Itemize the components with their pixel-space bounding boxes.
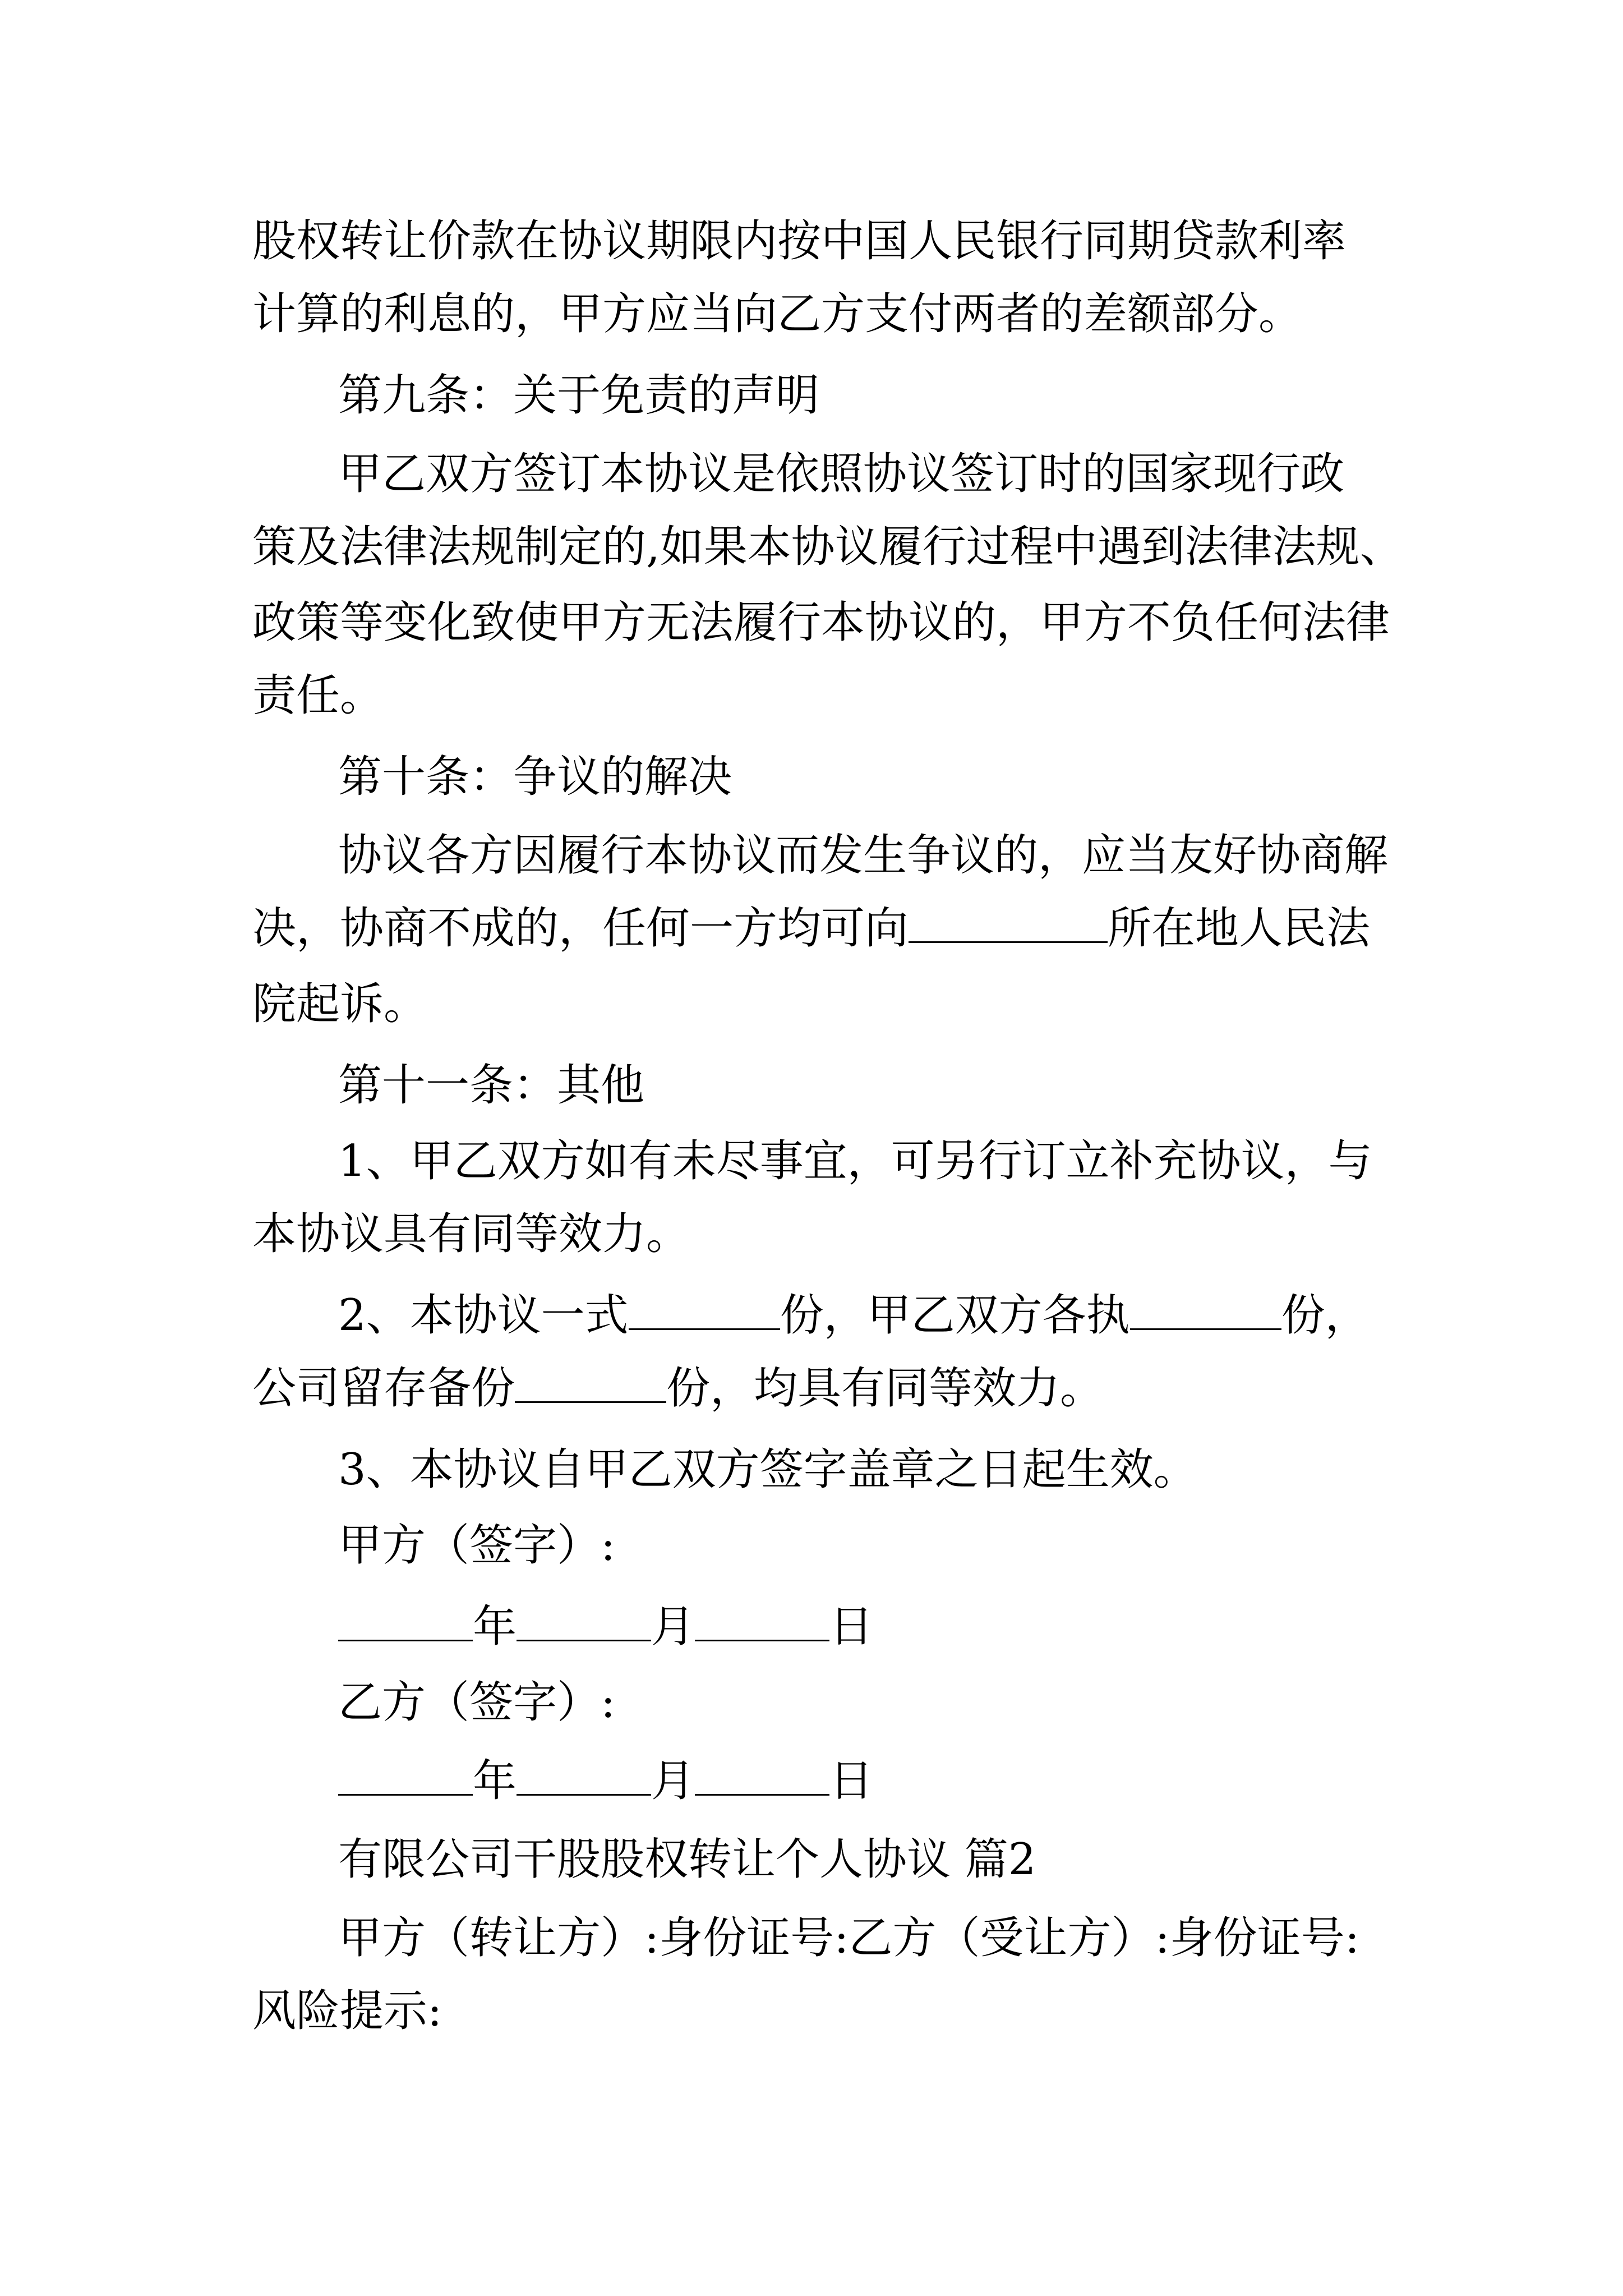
- party-a-signature-label: 甲方（签字）:: [338, 1520, 616, 1571]
- party-a-year-label: 年: [473, 1602, 517, 1652]
- party-a-month-blank: [517, 1600, 651, 1641]
- paragraph-price-line-2: 计算的利息的，甲方应当向乙方支付两者的差额部分。: [252, 289, 1303, 339]
- section-2-parties-line: 甲方（转让方）:身份证号:乙方（受让方）:身份证号:: [338, 1913, 1360, 1963]
- section-2-title: 有限公司干股股权转让个人协议 篇2: [338, 1834, 1036, 1885]
- article-11-item-2-line-2-end: 份，均具有同等效力。: [666, 1363, 1104, 1414]
- party-a-day-label: 日: [829, 1602, 874, 1652]
- party-a-year-blank: [338, 1600, 473, 1641]
- article-9-line-4: 责任。: [252, 670, 384, 721]
- party-a-month-label: 月: [651, 1602, 695, 1652]
- party-b-year-blank: [338, 1755, 473, 1796]
- article-11-item-2-start: 2、本协议一式: [338, 1290, 629, 1341]
- article-11-item-2-middle: 份，甲乙双方各执: [780, 1290, 1130, 1341]
- article-11-item-2-end: 份，: [1281, 1290, 1369, 1341]
- article-10-heading: 第十条：争议的解决: [338, 752, 732, 802]
- party-b-month-label: 月: [651, 1756, 695, 1806]
- article-10-line-3: 院起诉。: [252, 979, 428, 1029]
- article-10-line-2: [252, 900, 1370, 956]
- paragraph-price-line-1: 股权转让价款在协议期限内按中国人民银行同期贷款利率: [252, 216, 1347, 266]
- article-11-heading: 第十一条：其他: [338, 1060, 645, 1111]
- article-11-item-3: 3、本协议自甲乙双方签字盖章之日起生效。: [338, 1444, 1197, 1495]
- party-b-year-label: 年: [473, 1756, 517, 1806]
- court-location-blank: [909, 902, 1108, 943]
- article-11-item-2-line-2-start: 公司留存备份: [252, 1363, 515, 1414]
- article-9-heading: 第九条：关于免责的声明: [338, 370, 820, 421]
- article-10-line-2-start: 决，协商不成的，任何一方均可向: [252, 903, 909, 954]
- article-11-item-2-line-1: [338, 1287, 1369, 1343]
- article-10-line-1: 协议各方因履行本协议而发生争议的，应当友好协商解: [338, 830, 1389, 881]
- party-b-day-label: 日: [829, 1756, 874, 1806]
- party-b-day-blank: [695, 1755, 829, 1796]
- article-10-line-2-end: 所在地人民法: [1108, 903, 1371, 954]
- copies-total-blank: [629, 1289, 780, 1330]
- article-11-item-1-line-2: 本协议具有同等效力。: [252, 1209, 690, 1259]
- article-9-line-3: 政策等变化致使甲方无法履行本协议的，甲方不负任何法律: [252, 597, 1390, 648]
- party-a-date-line: [338, 1599, 873, 1655]
- section-2-risk-label: 风险提示:: [252, 1986, 442, 2036]
- article-9-line-1: 甲乙双方签订本协议是依照协议签订时的国家现行政: [338, 449, 1345, 499]
- article-11-item-2-line-2: [252, 1360, 1104, 1416]
- copies-each-blank: [1130, 1289, 1281, 1330]
- party-b-month-blank: [517, 1755, 651, 1796]
- article-11-item-1-line-1: 1、甲乙双方如有未尽事宜，可另行订立补充协议，与: [338, 1136, 1372, 1186]
- party-a-day-blank: [695, 1600, 829, 1641]
- party-b-signature-label: 乙方（签字）:: [338, 1677, 616, 1728]
- copies-company-blank: [515, 1362, 666, 1403]
- party-b-date-line: [338, 1753, 873, 1809]
- article-9-line-2: 策及法律法规制定的,如果本协议履行过程中遇到法律法规、: [252, 522, 1404, 572]
